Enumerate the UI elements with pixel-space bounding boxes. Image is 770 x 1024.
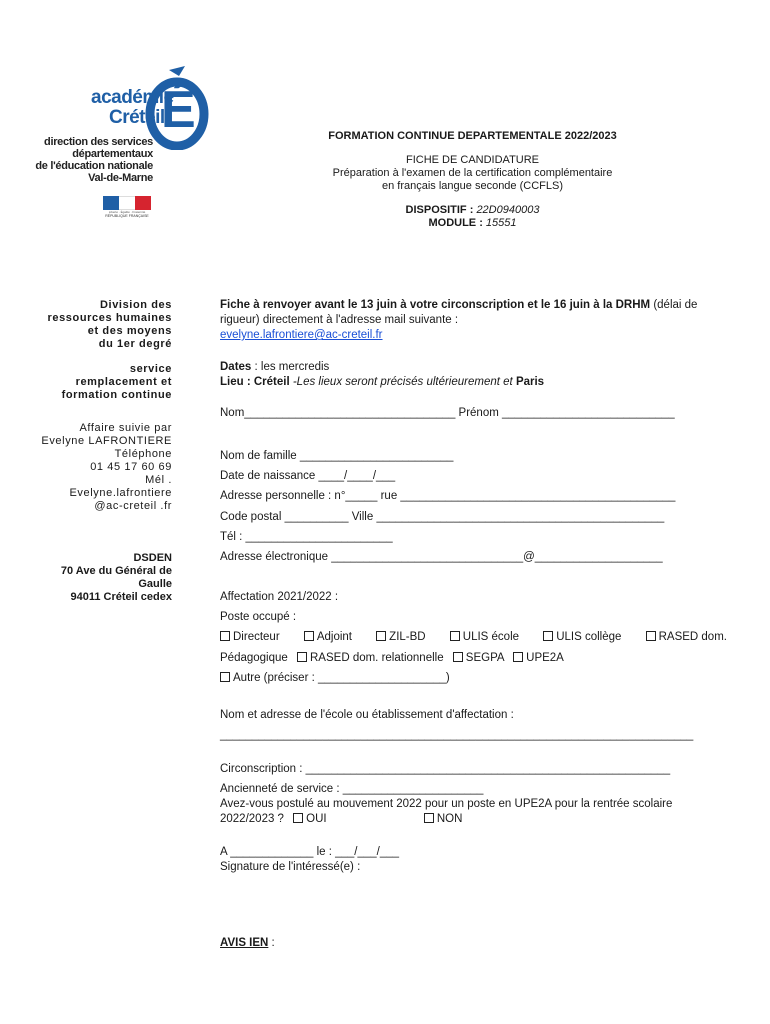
checkbox-icon[interactable] [220,672,230,682]
checkbox-icon[interactable] [293,813,303,823]
option-label: Directeur [233,631,280,644]
option-non[interactable] [424,813,463,825]
logo-sub3: de l'éducation nationale [35,160,153,172]
module-line [220,217,725,230]
lieu-date-field[interactable]: A _____________ le : ___/___/___ [220,846,400,858]
option-label: SEGPA [465,651,504,664]
contact-line: Mél . [145,474,172,486]
affectation-block [220,587,730,688]
affectation-label: Affectation 2021/2022 : [220,591,339,603]
contact-email-link[interactable]: evelyne.lafrontiere@ac-creteil.fr [220,329,383,341]
signature-block [220,845,399,875]
address-line: 70 Ave du Général de [60,565,172,577]
dispositif-value: 22D0940003 [476,204,540,216]
ecole-block [220,708,693,743]
anciennete-block [220,782,730,827]
header-title: FORMATION CONTINUE DEPARTEMENTALE 2022/2023 [328,130,617,142]
contact-line: Affaire suivie par [79,422,172,434]
lieu-value: -Les lieux seront précisés ultérieurement et [289,376,516,388]
checkbox-icon[interactable] [453,652,463,662]
logo-line1: académie [91,87,174,108]
dates-block [220,360,730,390]
service-line: remplacement et [75,376,172,388]
service-block [12,363,172,402]
checkbox-icon[interactable] [304,631,314,641]
division-line: et des moyens [87,325,172,337]
option-zil[interactable] [376,627,425,647]
checkbox-icon[interactable] [424,813,434,823]
contact-block [12,422,172,513]
adresse-field[interactable]: Adresse personnelle : n°_____ rue ___________________________________________ [220,490,676,503]
option-adjoint[interactable] [304,627,352,647]
ecole-label: Nom et adresse de l'école ou établissement d'affectation : [220,709,514,721]
dates-value: : les mercredis [251,361,330,373]
option-directeur[interactable] [220,627,280,647]
option-label: Adjoint [316,631,352,644]
lieu-end: Paris [515,376,545,388]
dates-label: Dates [220,361,252,373]
division-line: ressources humaines [47,312,172,324]
checkbox-icon[interactable] [543,631,553,641]
option-label: NON [436,813,463,825]
intro-deadline: Fiche à renvoyer avant le 13 juin à votre circonscription et le 16 juin à la DRHM [220,299,651,311]
option-label: ZIL-BD [389,631,426,644]
republique-flag [103,196,151,218]
address-line: Gaulle [138,578,172,590]
intro-block [220,298,730,343]
poste-options-row1 [220,627,727,647]
dispositif-line [220,204,725,217]
intro-rest: (délai de [650,299,698,311]
logo-sub4: Val-de-Marne [88,172,153,184]
option-label: UPE2A [526,651,564,664]
checkbox-icon[interactable] [376,631,386,641]
option-label: RASED dom. relationnelle [310,651,444,664]
email-field[interactable]: Adresse électronique ______________________________@____________________ [220,551,663,564]
checkbox-icon[interactable] [297,652,307,662]
dispositif-label: DISPOSITIF : [405,204,477,216]
division-block [12,299,172,351]
logo-sub1: direction des services [44,136,153,148]
checkbox-icon[interactable] [646,631,656,641]
pedagogique-label: Pédagogique [220,651,288,664]
option-ulis-ecole[interactable] [450,627,519,647]
sidebar [12,299,172,604]
option-label: RASED dom. [658,631,727,644]
flag-caption2: RÉPUBLIQUE FRANÇAISE [105,214,149,218]
header-line2: Préparation à l'examen de la certification complémentaire [332,167,613,179]
option-segpa[interactable] [453,652,504,664]
contact-line: Evelyne.lafrontiere [69,487,172,499]
division-line: Division des [100,299,172,311]
option-ulis-college[interactable] [543,627,621,647]
mouvement-answer [220,812,730,827]
checkbox-icon[interactable] [513,652,523,662]
logo-letter: É [161,81,196,139]
address-line: DSDEN [133,552,172,564]
option-label: OUI [306,813,327,825]
option-autre[interactable] [220,668,730,688]
avis-ien [220,936,275,951]
module-value: 15551 [485,217,517,229]
logo-sub2: départementaux [72,148,153,160]
division-line: du 1er degré [98,338,172,350]
poste-options-row2 [220,648,730,668]
code-postal-field[interactable]: Code postal __________ Ville _____________________________________________ [220,510,665,523]
header-line1: FICHE DE CANDIDATURE [405,154,540,166]
service-line: formation continue [61,389,172,401]
nom-famille-field[interactable]: Nom de famille ________________________ [220,450,454,462]
contact-line: Téléphone [114,448,172,460]
ecole-field[interactable]: __________________________________________________________________________ [220,729,694,741]
option-oui[interactable] [293,813,326,825]
contact-line: Evelyne LAFRONTIERE [41,435,172,447]
address-block [12,552,172,604]
avis-label: AVIS IEN [220,937,269,949]
address-line: 94011 Créteil cedex [70,591,172,603]
option-label: ULIS école [462,631,520,644]
annee-label: 2022/2023 ? [220,813,284,825]
tel-field[interactable]: Tél : _______________________ [220,530,393,543]
poste-label: Poste occupé : [220,611,297,624]
contact-line: @ac-creteil .fr [94,500,172,512]
intro-line2: rigueur) directement à l'adresse mail suivante : [220,314,459,326]
contact-line: 01 45 17 60 69 [90,461,172,473]
circo-field[interactable]: Circonscription : _________________________________________________________ [220,763,671,775]
logo-line2: Créteil [109,107,165,128]
avis-colon: : [268,937,275,949]
service-line: service [129,363,172,375]
checkbox-icon[interactable] [220,631,230,641]
option-upe2a[interactable] [513,652,564,664]
option-rased-dom[interactable] [646,627,727,647]
mouvement-question: Avez-vous postulé au mouvement 2022 pour un poste en UPE2A pour la rentrée scolaire [220,798,673,810]
logo-subtitle [35,136,153,184]
document-header [220,130,725,230]
naissance-field[interactable]: Date de naissance ____/____/___ [220,470,396,483]
identity-block [220,446,675,567]
anciennete-field[interactable]: Ancienneté de service : ______________________ [220,783,484,795]
lieu-label: Lieu : Créteil [220,376,290,388]
option-label: ULIS collège [556,631,622,644]
header-line3: en français langue seconde (CCFLS) [382,180,563,192]
option-label: Autre (préciser : ____________________) [233,671,450,684]
option-rased-rel[interactable] [297,652,444,664]
checkbox-icon[interactable] [450,631,460,641]
nom-field[interactable]: Nom_________________________________ Prénom ___________________________ [220,407,675,419]
module-label: MODULE : [428,217,486,229]
signature-label: Signature de l'intéressé(e) : [220,861,361,873]
flag-caption1: Liberté · Égalité · Fraternité [108,210,146,214]
